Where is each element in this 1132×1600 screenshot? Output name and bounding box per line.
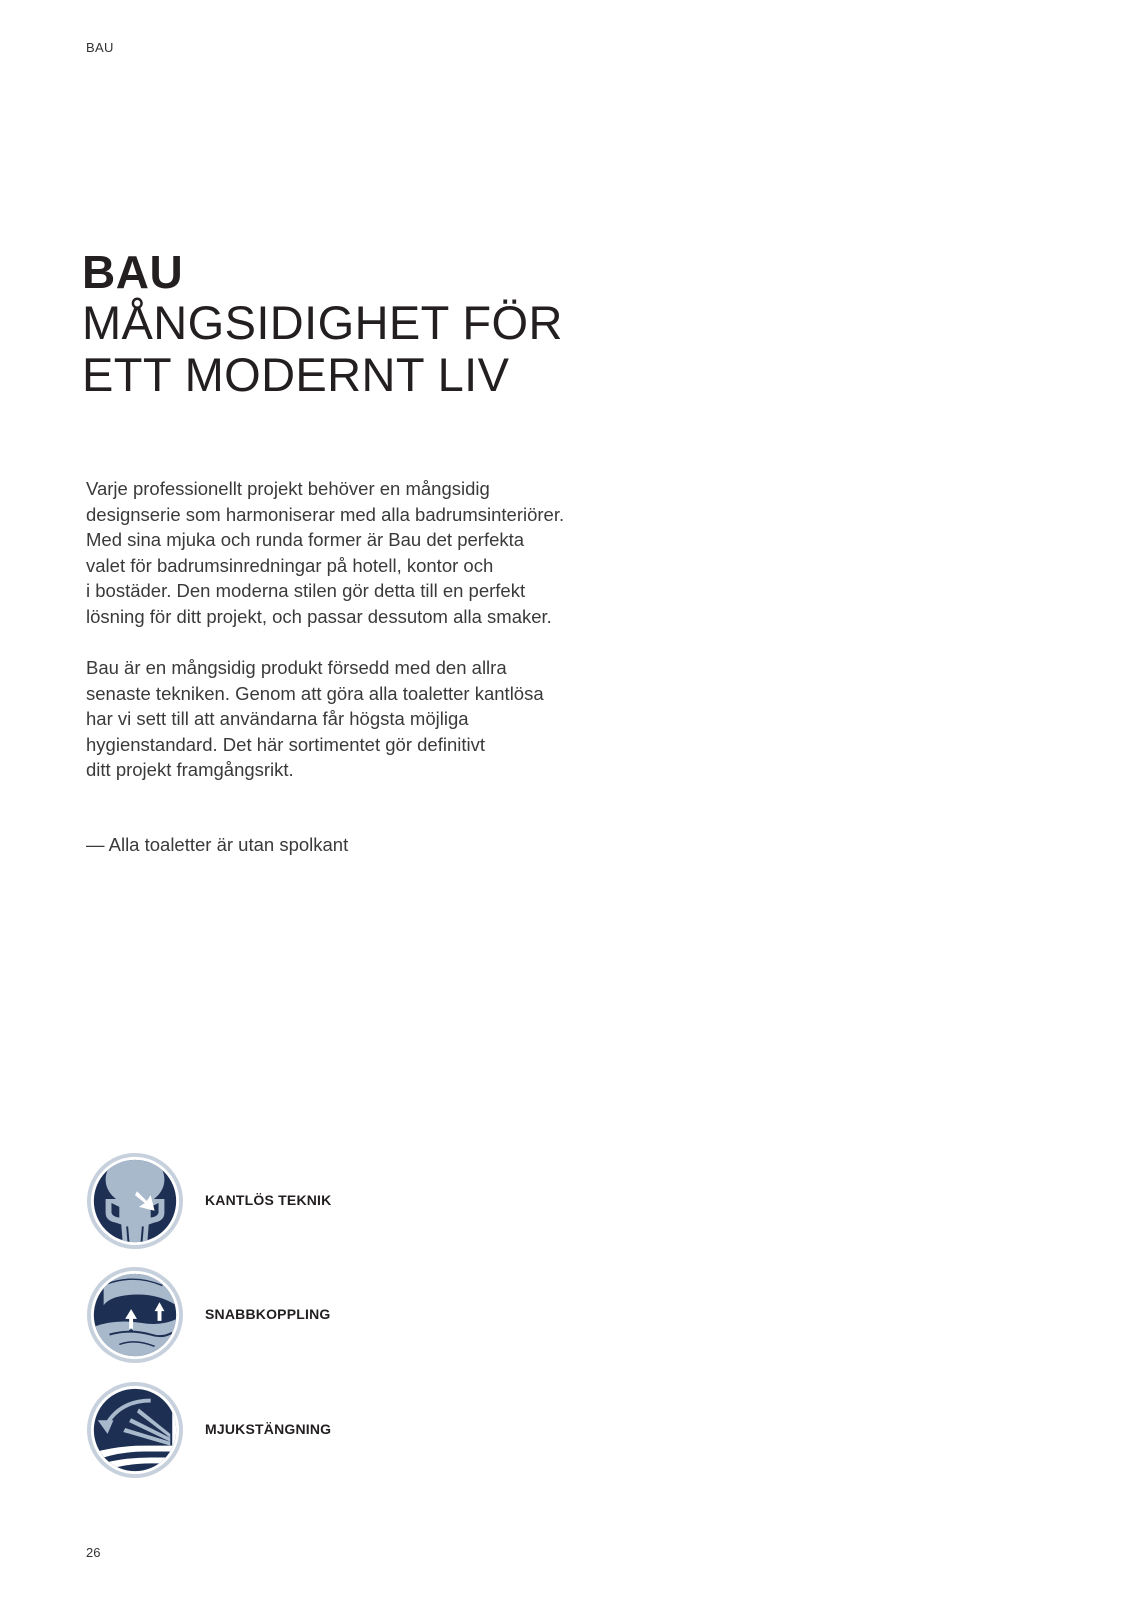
feature-quick-release: [86, 1266, 486, 1364]
rimless-note: — Alla toaletter är utan spolkant: [86, 834, 349, 855]
text-line: Med sina mjuka och runda former är Bau det perfekta: [86, 529, 525, 551]
title-brand: BAU: [82, 246, 184, 298]
text-line: i bostäder. Den moderna stilen gör detta till en perfekt: [86, 580, 526, 602]
text-line: senaste tekniken. Genom att göra alla toaletter kantlösa: [86, 682, 544, 704]
text-line: designserie som harmoniserar med alla badrumsinteriörer.: [86, 503, 565, 525]
feature-rimless: [86, 1152, 486, 1250]
quick-release-seat-icon: [86, 1266, 184, 1364]
text-line: ditt projekt framgångsrikt.: [86, 759, 294, 781]
running-head: BAU: [86, 40, 114, 55]
title-line-3: ETT MODERNT LIV: [82, 348, 510, 401]
feature-label: MJUKSTÄNGNING: [205, 1421, 332, 1437]
feature-label: KANTLÖS TEKNIK: [205, 1192, 332, 1208]
page-number: 26: [86, 1545, 101, 1560]
text-line: Varje professionellt projekt behöver en mångsidig: [86, 478, 490, 499]
page-title: [82, 247, 563, 401]
title-line-2: MÅNGSIDIGHET FÖR: [82, 296, 563, 349]
feature-label: SNABBKOPPLING: [205, 1306, 331, 1322]
soft-close-seat-icon: [86, 1381, 184, 1479]
rimless-toilet-icon: [86, 1152, 184, 1250]
text-line: har vi sett till att användarna får högsta möjliga: [86, 708, 469, 730]
technology-paragraph: [86, 655, 606, 783]
text-line: Bau är en mångsidig produkt försedd med den allra: [86, 657, 507, 678]
feature-soft-close: [86, 1381, 486, 1479]
text-line: hygienstandard. Det här sortimentet gör definitivt: [86, 733, 485, 755]
text-line: lösning för ditt projekt, och passar dessutom alla smaker.: [86, 605, 552, 627]
intro-paragraph: [86, 476, 606, 630]
text-line: valet för badrumsinredningar på hotell, kontor och: [86, 554, 494, 576]
